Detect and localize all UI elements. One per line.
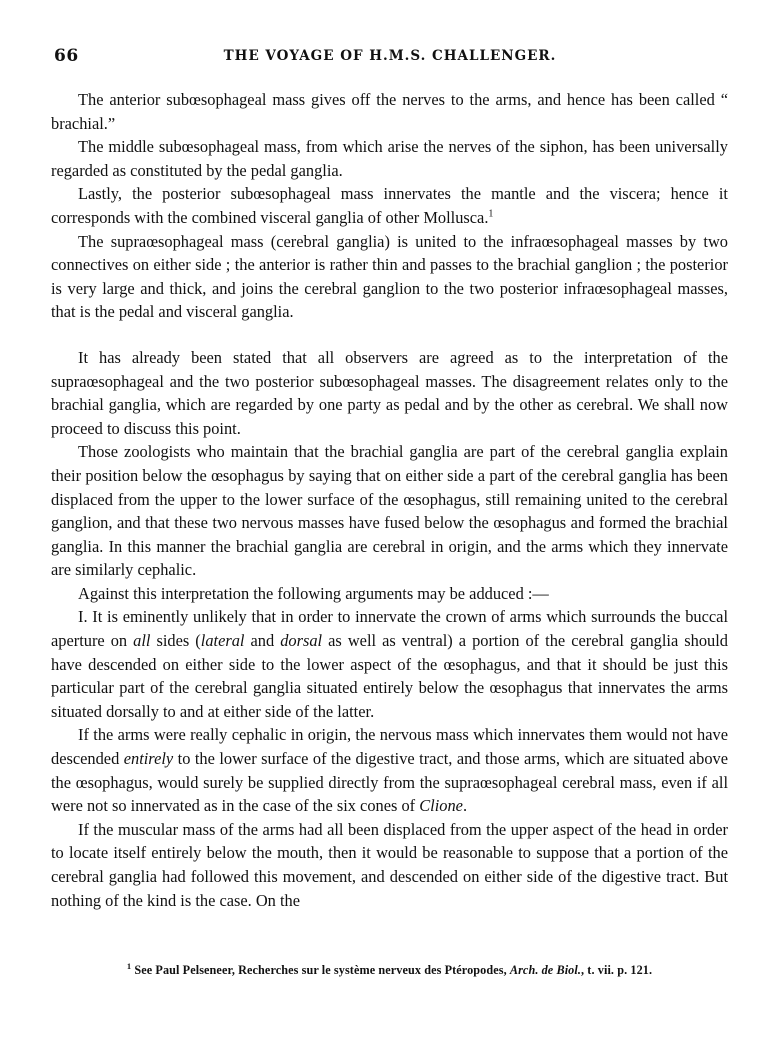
paragraph-text: Lastly, the posterior subœsophageal mass innervates the mantle and the viscera; hence it corresponds with the combined visceral ganglia of other Mollusca. xyxy=(51,184,728,227)
paragraph: Those zoologists who maintain that the brachial ganglia are part of the cerebral ganglia explain their position below the œsophagus by saying that on either side a part of the cerebral ganglia has been displaced from the upper to the lower surface of the œsophagus, still remaining united to the cerebral ganglion, and that these two nervous masses have fused below the œsophagus and formed the brachial ganglia. In this manner the brachial ganglia are cerebral in origin, and the arms which they innervate are similarly cephalic. xyxy=(51,442,728,580)
paragraph: Against this interpretation the following arguments may be adduced :— xyxy=(78,583,549,603)
text-run: If the arms were really cephalic in origin, the nervous mass which innervates them would not have descended xyxy=(51,725,728,769)
paragraph: The anterior subœsophageal mass gives off the nerves to the arms, and hence has been called “ brachial.” xyxy=(51,90,728,133)
footnote-mark: 1 xyxy=(126,960,132,971)
text-run: I. It is eminently unlikely that in order to innervate the crown of arms which surrounds the buccal aperture on xyxy=(51,607,728,651)
paragraph xyxy=(51,605,728,723)
italic-text: all xyxy=(133,631,151,651)
italic-text: dorsal xyxy=(280,631,323,651)
text-run: and xyxy=(244,631,281,651)
italic-text: lateral xyxy=(200,631,245,651)
paragraph xyxy=(51,723,728,817)
page-number: 66 xyxy=(54,46,79,66)
paragraph: It has already been stated that all observers are agreed as to the interpretation of the supraœsophageal and the two posterior subœsophageal masses. The disagreement relates only to the brachial ganglia, which are regarded by one party as pedal and by the other as cerebral. We shall now proceed to discuss this point. xyxy=(51,347,728,438)
footnote-text: See Paul Pelseneer, Recherches sur le système nerveux des Ptéropodes, xyxy=(131,963,510,977)
footnote-reference-text: , t. vii. p. 121. xyxy=(581,963,653,977)
footnote-reference: 1 xyxy=(488,208,494,220)
paragraph: The supraœsophageal mass (cerebral ganglia) is united to the infraœsophageal masses by two connectives on either side ; the anterior is rather thin and passes to the brachial ganglion ; the posterior is very large and thick, and joins the cerebral ganglion to the two posterior infraœsophageal masses, that is the pedal and visceral ganglia. xyxy=(51,231,728,322)
text-run: . xyxy=(462,796,468,816)
page-header xyxy=(50,46,730,72)
italic-text: Clione xyxy=(419,796,463,816)
body-text xyxy=(51,88,728,912)
text-run: to the lower surface of the digestive tract, and those arms, which are situated above the œsophagus, would surely be supplied directly from the supraœsophageal cerebral mass, even if all were not so innervated as in the case of the six cones of xyxy=(51,749,729,816)
paragraph: If the muscular mass of the arms had all been displaced from the upper aspect of the head in order to locate itself entirely below the mouth, then it would be reasonable to suppose that a portion of the cerebral ganglia had followed this movement, and descended on either side of the digestive tract. But nothing of the kind is the case. On the xyxy=(51,819,728,910)
text-run: sides ( xyxy=(150,631,201,651)
italic-text: entirely xyxy=(123,749,174,769)
text-run: as well as ventral) a portion of the cerebral ganglia should have descended on either side to the lower aspect of the œsophagus, and that it should be just this particular part of the cerebral ganglia situated entirely below the œsophagus that innervates the arms situated dorsally to and at either side of the latter. xyxy=(51,631,728,721)
footnote-journal: Arch. de Biol. xyxy=(509,963,582,977)
footnote xyxy=(51,960,728,978)
paragraph xyxy=(51,182,728,229)
running-head: THE VOYAGE OF H.M.S. CHALLENGER. xyxy=(223,48,557,64)
paragraph: The middle subœsophageal mass, from which arise the nerves of the siphon, has been universally regarded as constituted by the pedal ganglia. xyxy=(51,137,728,180)
